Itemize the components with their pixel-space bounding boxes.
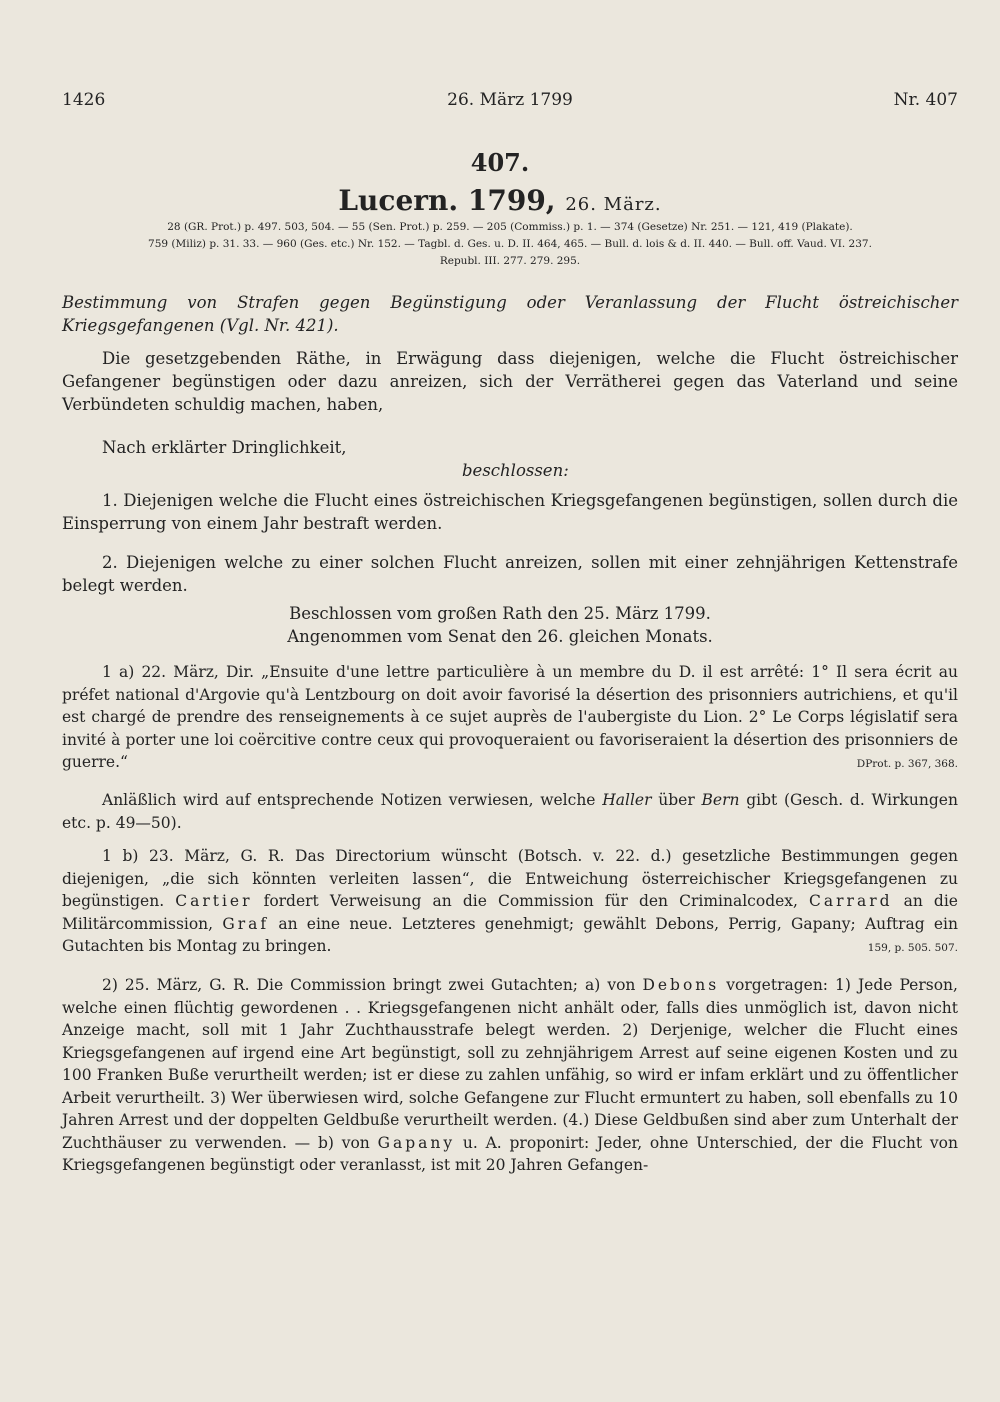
sources-line: 28 (GR. Prot.) p. 497. 503, 504. — 55 (Sen. Prot.) p. 259. — 205 (Commiss.) p. 1. — 374 (Gesetze) Nr. 251. — 121, 419 (Plakate). [167, 221, 853, 233]
regest: Bestimmung von Strafen gegen Begünstigung oder Veranlassung der Flucht östreichischer Kriegsgefangenen (Vgl. Nr. 421). [62, 293, 958, 335]
document-number: 407. [470, 148, 530, 177]
page-number: 1426 [62, 90, 106, 110]
note-text: 2) 25. März, G. R. Die Commission bringt zwei Gutachten; a) von [102, 976, 636, 994]
note-text: gibt (Gesch. d. Wirkungen etc. p. 49—50). [62, 791, 958, 832]
note-text: u. A. proponirt: Jeder, ohne Unterschied, der die Flucht von Kriegsgefangenen begünstigt oder veranlasst, ist mit 20 Jahren Gefangen- [62, 1133, 958, 1174]
day: 26. März. [565, 194, 662, 215]
sources-line: 759 (Miliz) p. 31. 33. — 960 (Ges. etc.) Nr. 152. — Tagbl. d. Ges. u. D. II. 464, 465. — Bull. d. lois & d. II. 440. — Bull. off. Vaud. VI. 237. [148, 238, 872, 250]
note-text: über [658, 791, 695, 809]
place-name: Bern [701, 791, 740, 809]
article-2: 2. Diejenigen welche zu einer solchen Flucht anreizen, sollen mit einer zehnjährigen Kettenstrafe belegt werden. [62, 553, 958, 595]
intro-paragraph: Die gesetzgebenden Räthe, in Erwägung dass diejenigen, welche die Flucht östreichischer Gefangener begünstigen oder dazu anreizen, sich der Verrätherei gegen das Vaterland und seine Verbündeten schuldig machen, haben, [62, 349, 958, 414]
note-1a [62, 661, 958, 776]
speaker-name: Carrard [809, 892, 893, 910]
sources-line: Republ. III. 277. 279. 295. [439, 255, 581, 267]
note-text: fordert Verweisung an die Commission für den Criminalcodex, [263, 892, 798, 910]
header-document-number: Nr. 407 [893, 90, 958, 110]
note-text: Anläßlich wird auf entsprechende Notizen verwiesen, welche [102, 791, 596, 809]
document-place-date [0, 184, 1000, 217]
note-1b [62, 845, 958, 960]
note-text: an eine neue. Letzteres genehmigt; gewählt Debons, Perrig, Gapany; Auftrag ein Gutachten bis Montag zu bringen. [62, 914, 958, 955]
note-1b-reference: 159, p. 505. 507. [867, 942, 958, 954]
note-text: 1 b) 23. März, G. R. Das Directorium wünscht (Botsch. v. 22. d.) gesetzliche Bestimmungen gegen diejenigen, „die sich könnten verleiten lassen“, die Entweichung österreichischer Kriegsgefangenen zu begünstigen. [62, 847, 958, 910]
resolved-line: beschlossen: [462, 461, 569, 480]
note-text: an die Militärcommission, [62, 892, 958, 933]
closing-line-council: Beschlossen vom großen Rath den 25. März 1799. [289, 604, 711, 623]
article-1: 1. Diejenigen welche die Flucht eines östreichischen Kriegsgefangenen begünstigen, sollen durch die Einsperrung von einem Jahr bestraft werden. [62, 491, 958, 533]
note-1a-text: 1 a) 22. März, Dir. „Ensuite d'une lettre particulière à un membre du D. il est arrêté: 1° Il sera écrit au préfet national d'Argovie qu'à Lentzbourg on doit avoir favorisé la désertion des prisonniers autrichiens, et qu'il est chargé de prendre des renseignements à ce sujet auprès de l'aubergiste du Lion. 2° Le Corps législatif sera invité à porter une loi coërcitive contre ceux qui provoqueraient ou favoriseraient la désertion des prisonniers de guerre.“ [62, 663, 958, 771]
running-head [62, 90, 958, 114]
note-reference [62, 789, 958, 834]
speaker-name: Cartier [175, 892, 253, 910]
speaker-name: Debons [642, 976, 720, 994]
author-name: Haller [602, 791, 652, 809]
place-year: Lucern. 1799, [338, 184, 556, 217]
speaker-name: Gapany [377, 1133, 456, 1152]
note-2 [62, 974, 958, 1177]
header-date: 26. März 1799 [447, 90, 573, 110]
note-text: vorgetragen: 1) Jede Person, welche einen flüchtig gewordenen . . Kriegsgefangenen nicht anhält oder, falls dies unmöglich ist, davon nicht Anzeige macht, soll mit 1 Jahr Zuchthausstrafe belegt werden. 2) Derjenige, welcher die Flucht eines Kriegsgefangenen auf irgend eine Art begünstigt, soll zu zehnjährigem Arrest auf seine eigenen Kosten und zu 100 Franken Buße verurtheilt werden; ist er diese zu zahlen unfähig, so wird er infam erklärt und zu öffentlicher Arbeit verurtheilt. 3) Wer überwiesen wird, solche Gefangene zur Flucht ermuntert zu haben, soll ebenfalls zu 10 Jahren Arrest und der doppelten Geldbuße verurtheilt werden. (4.) Diese Geldbußen sind aber zum Unterhalt der Zuchthäuser zu verwenden. — b) von [62, 976, 958, 1152]
closing-line-senate: Angenommen vom Senat den 26. gleichen Monats. [287, 627, 713, 646]
source-references [62, 219, 958, 270]
urgency-line: Nach erklärter Dringlichkeit, [102, 438, 347, 457]
note-1a-reference: DProt. p. 367, 368. [856, 758, 958, 770]
speaker-name: Graf [222, 914, 270, 933]
